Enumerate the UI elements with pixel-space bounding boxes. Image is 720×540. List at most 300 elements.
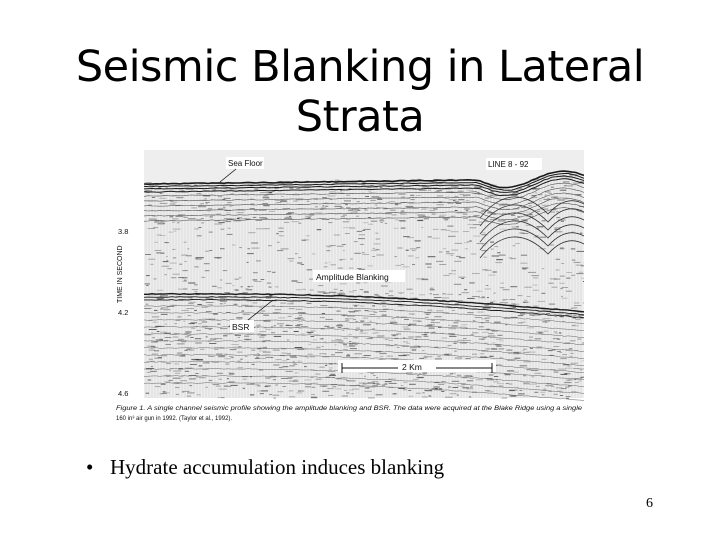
seismic-noise-speck: [240, 359, 242, 360]
slide-title: [40, 42, 680, 142]
seismic-noise-speck: [298, 223, 301, 224]
seismic-noise-speck: [457, 386, 461, 387]
seismic-noise-speck: [567, 272, 573, 273]
seismic-noise-speck: [360, 373, 364, 374]
seismic-noise-speck: [492, 256, 499, 257]
seismic-noise-speck: [231, 193, 234, 194]
seismic-noise-speck: [574, 307, 577, 308]
seismic-noise-speck: [449, 336, 456, 337]
seismic-noise-speck: [447, 345, 451, 346]
seismic-noise-speck: [293, 201, 298, 202]
seismic-noise-speck: [336, 311, 340, 312]
seismic-noise-speck: [154, 310, 157, 311]
slide-title-line-2: Strata: [295, 92, 425, 142]
seismic-noise-speck: [178, 214, 185, 215]
seismic-noise-speck: [510, 396, 516, 397]
seismic-noise-speck: [156, 252, 160, 253]
seismic-noise-speck: [194, 266, 198, 267]
seismic-noise-speck: [462, 387, 469, 388]
seismic-noise-speck: [557, 200, 564, 201]
seismic-noise-speck: [201, 203, 205, 204]
seismic-noise-speck: [322, 346, 324, 347]
seismic-noise-speck: [273, 395, 280, 396]
seismic-noise-speck: [402, 210, 404, 211]
figure-caption-line-1: Figure 1. A single channel seismic profile showing the amplitude blanking and BSR. The data were acquired at the Blake Ridge using a single: [116, 406, 583, 412]
sea-floor-label: Sea Floor: [228, 159, 263, 168]
seismic-noise-speck: [432, 238, 439, 239]
seismic-noise-speck: [250, 394, 254, 395]
seismic-noise-speck: [148, 228, 155, 229]
seismic-noise-speck: [313, 300, 317, 301]
seismic-noise-speck: [435, 358, 442, 359]
seismic-noise-speck: [542, 359, 547, 360]
seismic-noise-speck: [335, 339, 341, 340]
tick-label-4-2: 4.2: [118, 308, 129, 317]
seismic-noise-speck: [419, 190, 427, 191]
seismic-noise-speck: [524, 287, 532, 288]
seismic-noise-speck: [360, 321, 364, 322]
seismic-noise-speck: [454, 341, 458, 342]
seismic-noise-speck: [187, 248, 189, 249]
seismic-noise-speck: [462, 292, 470, 293]
seismic-noise-speck: [560, 276, 565, 277]
seismic-noise-speck: [209, 380, 213, 381]
seismic-noise-speck: [334, 289, 338, 290]
seismic-noise-speck: [244, 336, 249, 337]
seismic-noise-speck: [183, 217, 188, 218]
seismic-noise-speck: [308, 354, 313, 355]
seismic-noise-speck: [557, 339, 560, 340]
seismic-noise-speck: [327, 250, 331, 251]
seismic-noise-speck: [297, 392, 303, 393]
seismic-noise-speck: [229, 381, 235, 382]
seismic-noise-speck: [276, 359, 282, 360]
seismic-noise-speck: [189, 385, 192, 386]
seismic-noise-speck: [385, 293, 388, 294]
seismic-noise-speck: [493, 373, 496, 374]
seismic-noise-speck: [506, 383, 509, 384]
seismic-noise-speck: [417, 375, 419, 376]
seismic-noise-speck: [353, 210, 357, 211]
seismic-noise-speck: [246, 290, 252, 291]
seismic-noise-speck: [165, 187, 168, 188]
seismic-noise-speck: [169, 232, 174, 233]
seismic-noise-speck: [452, 310, 455, 311]
seismic-noise-speck: [390, 322, 398, 323]
seismic-profile-figure: [108, 148, 584, 430]
seismic-noise-speck: [330, 245, 336, 246]
seismic-noise-speck: [279, 235, 284, 236]
seismic-noise-speck: [161, 307, 168, 308]
seismic-noise-speck: [537, 211, 540, 212]
seismic-noise-speck: [433, 294, 439, 295]
seismic-noise-speck: [423, 392, 425, 393]
seismic-noise-speck: [357, 201, 360, 202]
seismic-noise-speck: [439, 388, 442, 389]
seismic-noise-speck: [219, 389, 227, 390]
seismic-noise-speck: [285, 325, 289, 326]
seismic-noise-speck: [458, 191, 464, 192]
seismic-noise-speck: [340, 283, 347, 284]
seismic-noise-speck: [401, 264, 404, 265]
seismic-noise-speck: [413, 379, 419, 380]
seismic-noise-speck: [344, 390, 347, 391]
seismic-noise-speck: [543, 318, 551, 319]
seismic-noise-speck: [495, 262, 502, 263]
seismic-noise-speck: [179, 264, 182, 265]
seismic-noise-speck: [464, 242, 469, 243]
seismic-noise-speck: [409, 314, 415, 315]
seismic-noise-speck: [330, 374, 335, 375]
seismic-noise-speck: [274, 398, 276, 399]
seismic-noise-speck: [310, 356, 315, 357]
seismic-noise-speck: [428, 190, 431, 191]
seismic-noise-speck: [179, 356, 185, 357]
seismic-noise-speck: [397, 299, 404, 300]
seismic-noise-speck: [160, 309, 163, 310]
seismic-noise-speck: [271, 332, 275, 333]
seismic-noise-speck: [540, 392, 545, 393]
seismic-noise-speck: [367, 324, 372, 325]
seismic-noise-speck: [554, 372, 559, 373]
seismic-noise-speck: [431, 320, 435, 321]
seismic-noise-speck: [289, 381, 295, 382]
seismic-noise-speck: [464, 289, 467, 290]
seismic-noise-speck: [213, 314, 218, 315]
seismic-noise-speck: [516, 226, 519, 227]
seismic-noise-speck: [201, 277, 205, 278]
seismic-noise-speck: [191, 328, 195, 329]
seismic-noise-speck: [465, 248, 468, 249]
seismic-noise-speck: [396, 316, 399, 317]
seismic-noise-speck: [557, 351, 561, 352]
seismic-noise-speck: [252, 364, 255, 365]
seismic-noise-speck: [480, 357, 487, 358]
seismic-noise-speck: [226, 283, 232, 284]
seismic-noise-speck: [315, 374, 320, 375]
seismic-noise-speck: [278, 317, 285, 318]
seismic-noise-speck: [173, 229, 181, 230]
seismic-noise-speck: [273, 365, 279, 366]
seismic-noise-speck: [392, 214, 397, 215]
seismic-noise-speck: [198, 206, 206, 207]
seismic-noise-speck: [185, 371, 189, 372]
seismic-noise-speck: [175, 387, 179, 388]
seismic-noise-speck: [376, 239, 381, 240]
seismic-noise-speck: [365, 196, 369, 197]
seismic-noise-speck: [346, 195, 350, 196]
seismic-noise-speck: [351, 259, 353, 260]
seismic-noise-speck: [482, 332, 489, 333]
seismic-noise-speck: [370, 321, 372, 322]
seismic-noise-speck: [520, 365, 527, 366]
seismic-noise-speck: [534, 315, 541, 316]
seismic-noise-speck: [322, 197, 327, 198]
seismic-noise-speck: [398, 305, 403, 306]
amplitude-blanking-label: Amplitude Blanking: [316, 272, 389, 282]
seismic-noise-speck: [551, 187, 554, 188]
seismic-noise-speck: [476, 379, 483, 380]
seismic-noise-speck: [185, 368, 193, 369]
seismic-noise-speck: [166, 363, 171, 364]
seismic-noise-speck: [369, 192, 372, 193]
seismic-noise-speck: [333, 386, 337, 387]
seismic-noise-speck: [503, 299, 509, 300]
page-number: 6: [646, 496, 653, 511]
seismic-noise-speck: [227, 378, 229, 379]
seismic-noise-speck: [218, 208, 225, 209]
seismic-noise-speck: [465, 358, 470, 359]
seismic-noise-speck: [195, 359, 202, 360]
seismic-noise-speck: [574, 262, 581, 263]
seismic-noise-speck: [198, 304, 202, 305]
seismic-noise-speck: [219, 297, 227, 298]
seismic-noise-speck: [339, 292, 344, 293]
seismic-noise-speck: [329, 292, 336, 293]
seismic-noise-speck: [561, 296, 563, 297]
seismic-noise-speck: [398, 388, 405, 389]
seismic-noise-speck: [577, 251, 585, 252]
seismic-noise-speck: [523, 383, 529, 384]
seismic-noise-speck: [311, 330, 316, 331]
seismic-noise-speck: [494, 376, 498, 377]
seismic-noise-speck: [229, 356, 233, 357]
seismic-noise-speck: [243, 379, 247, 380]
seismic-noise-speck: [312, 253, 316, 254]
seismic-noise-speck: [241, 311, 244, 312]
seismic-noise-speck: [347, 354, 349, 355]
seismic-noise-speck: [149, 219, 157, 220]
seismic-noise-speck: [403, 266, 410, 267]
seismic-noise-speck: [581, 265, 584, 266]
seismic-noise-speck: [560, 288, 563, 289]
seismic-noise-speck: [251, 350, 255, 351]
seismic-noise-speck: [422, 350, 424, 351]
bullet-item: [86, 455, 444, 480]
seismic-noise-speck: [203, 362, 210, 363]
seismic-noise-speck: [555, 333, 558, 334]
seismic-noise-speck: [338, 268, 343, 269]
seismic-noise-speck: [511, 215, 515, 216]
seismic-noise-speck: [236, 317, 242, 318]
seismic-noise-speck: [196, 259, 202, 260]
seismic-noise-speck: [556, 211, 559, 212]
seismic-noise-speck: [416, 377, 423, 378]
seismic-noise-speck: [372, 328, 375, 329]
seismic-noise-speck: [289, 308, 295, 309]
seismic-noise-speck: [529, 337, 533, 338]
seismic-noise-speck: [237, 212, 244, 213]
seismic-noise-speck: [505, 374, 511, 375]
seismic-noise-speck: [260, 393, 264, 394]
seismic-noise-speck: [217, 373, 223, 374]
seismic-noise-speck: [174, 364, 179, 365]
seismic-noise-speck: [493, 272, 497, 273]
seismic-noise-speck: [176, 197, 183, 198]
seismic-noise-speck: [261, 279, 265, 280]
seismic-noise-speck: [308, 344, 311, 345]
seismic-noise-speck: [254, 281, 262, 282]
seismic-noise-speck: [561, 221, 564, 222]
seismic-noise-speck: [455, 210, 458, 211]
seismic-noise-speck: [357, 231, 362, 232]
seismic-noise-speck: [421, 227, 423, 228]
seismic-noise-speck: [163, 261, 169, 262]
seismic-noise-speck: [250, 286, 253, 287]
seismic-noise-speck: [158, 357, 162, 358]
seismic-noise-speck: [368, 265, 373, 266]
seismic-noise-speck: [368, 191, 371, 192]
seismic-noise-speck: [346, 393, 349, 394]
seismic-noise-speck: [489, 356, 493, 357]
seismic-noise-speck: [281, 248, 289, 249]
seismic-noise-speck: [356, 216, 359, 217]
seismic-noise-speck: [164, 274, 167, 275]
seismic-noise-speck: [394, 256, 397, 257]
seismic-noise-speck: [348, 210, 353, 211]
seismic-noise-speck: [413, 320, 421, 321]
seismic-noise-speck: [381, 222, 383, 223]
seismic-noise-speck: [346, 380, 348, 381]
seismic-noise-speck: [309, 214, 314, 215]
seismic-noise-speck: [297, 282, 303, 283]
seismic-noise-speck: [339, 294, 346, 295]
seismic-noise-speck: [173, 257, 176, 258]
seismic-noise-speck: [562, 287, 569, 288]
seismic-noise-speck: [368, 224, 373, 225]
seismic-noise-speck: [430, 293, 432, 294]
seismic-noise-speck: [325, 206, 328, 207]
seismic-noise-speck: [353, 319, 356, 320]
seismic-noise-speck: [156, 340, 163, 341]
figure-caption-line-2: 160 in³ air gun in 1992. (Taylor et al., 1992).: [116, 416, 233, 422]
seismic-noise-speck: [403, 341, 409, 342]
seismic-noise-speck: [471, 254, 476, 255]
seismic-noise-speck: [417, 215, 425, 216]
seismic-noise-speck: [280, 325, 283, 326]
seismic-noise-speck: [248, 232, 255, 233]
bullet-dot-icon: •: [86, 455, 94, 479]
seismic-noise-speck: [197, 235, 202, 236]
seismic-noise-speck: [490, 191, 493, 192]
seismic-noise-speck: [419, 358, 424, 359]
seismic-noise-speck: [437, 204, 444, 205]
seismic-noise-speck: [285, 217, 291, 218]
seismic-noise-speck: [238, 367, 244, 368]
seismic-noise-speck: [537, 226, 544, 227]
seismic-noise-speck: [329, 367, 333, 368]
seismic-noise-speck: [555, 316, 557, 317]
seismic-noise-speck: [206, 302, 214, 303]
seismic-noise-speck: [231, 344, 238, 345]
seismic-noise-speck: [301, 264, 304, 265]
seismic-noise-speck: [257, 353, 259, 354]
seismic-noise-speck: [534, 373, 541, 374]
seismic-noise-speck: [331, 354, 335, 355]
seismic-noise-speck: [423, 373, 428, 374]
seismic-noise-speck: [277, 242, 280, 243]
seismic-noise-speck: [510, 286, 517, 287]
seismic-noise-speck: [530, 348, 533, 349]
time-axis-label: TIME IN SECOND: [117, 245, 124, 303]
seismic-noise-speck: [460, 343, 467, 344]
seismic-noise-speck: [543, 331, 548, 332]
seismic-noise-speck: [146, 285, 148, 286]
seismic-noise-speck: [518, 393, 525, 394]
seismic-noise-speck: [467, 312, 473, 313]
seismic-noise-speck: [545, 191, 550, 192]
seismic-noise-speck: [175, 373, 181, 374]
seismic-noise-speck: [295, 347, 303, 348]
seismic-noise-speck: [368, 383, 375, 384]
seismic-noise-speck: [276, 202, 281, 203]
seismic-noise-speck: [571, 275, 575, 276]
seismic-noise-speck: [243, 388, 245, 389]
seismic-noise-speck: [247, 248, 250, 249]
seismic-noise-speck: [465, 376, 472, 377]
seismic-noise-speck: [368, 397, 375, 398]
seismic-noise-speck: [381, 286, 388, 287]
seismic-noise-speck: [550, 245, 554, 246]
seismic-noise-speck: [199, 365, 203, 366]
seismic-noise-speck: [491, 249, 494, 250]
seismic-noise-speck: [185, 332, 191, 333]
seismic-noise-speck: [444, 198, 449, 199]
tick-label-3-8: 3.8: [118, 227, 129, 236]
seismic-noise-speck: [493, 301, 496, 302]
seismic-noise-speck: [259, 307, 262, 308]
seismic-noise-speck: [229, 373, 235, 374]
seismic-noise-speck: [189, 350, 194, 351]
seismic-noise-speck: [205, 270, 210, 271]
seismic-noise-speck: [282, 360, 287, 361]
seismic-noise-speck: [500, 287, 505, 288]
seismic-noise-speck: [561, 388, 567, 389]
seismic-noise-speck: [403, 389, 407, 390]
seismic-noise-speck: [459, 257, 465, 258]
seismic-noise-speck: [516, 387, 519, 388]
seismic-noise-speck: [454, 351, 457, 352]
seismic-noise-speck: [152, 197, 155, 198]
seismic-noise-speck: [161, 384, 166, 385]
seismic-noise-speck: [287, 353, 291, 354]
seismic-noise-speck: [555, 231, 562, 232]
seismic-noise-speck: [439, 264, 446, 265]
seismic-noise-speck: [424, 218, 429, 219]
seismic-noise-speck: [261, 311, 265, 312]
seismic-noise-speck: [173, 371, 181, 372]
seismic-noise-speck: [235, 335, 241, 336]
seismic-noise-speck: [409, 203, 415, 204]
seismic-noise-speck: [441, 381, 446, 382]
seismic-noise-speck: [157, 298, 164, 299]
seismic-noise-speck: [449, 273, 452, 274]
seismic-noise-speck: [170, 204, 175, 205]
seismic-noise-speck: [392, 394, 396, 395]
seismic-noise-speck: [336, 325, 343, 326]
seismic-noise-speck: [164, 324, 167, 325]
seismic-noise-speck: [385, 381, 392, 382]
seismic-noise-speck: [463, 214, 468, 215]
seismic-noise-speck: [289, 328, 293, 329]
seismic-noise-speck: [401, 197, 405, 198]
seismic-noise-speck: [308, 217, 310, 218]
seismic-noise-speck: [254, 210, 257, 211]
seismic-noise-speck: [187, 396, 191, 397]
seismic-noise-speck: [507, 370, 514, 371]
seismic-noise-speck: [334, 235, 340, 236]
seismic-noise-speck: [230, 189, 237, 190]
